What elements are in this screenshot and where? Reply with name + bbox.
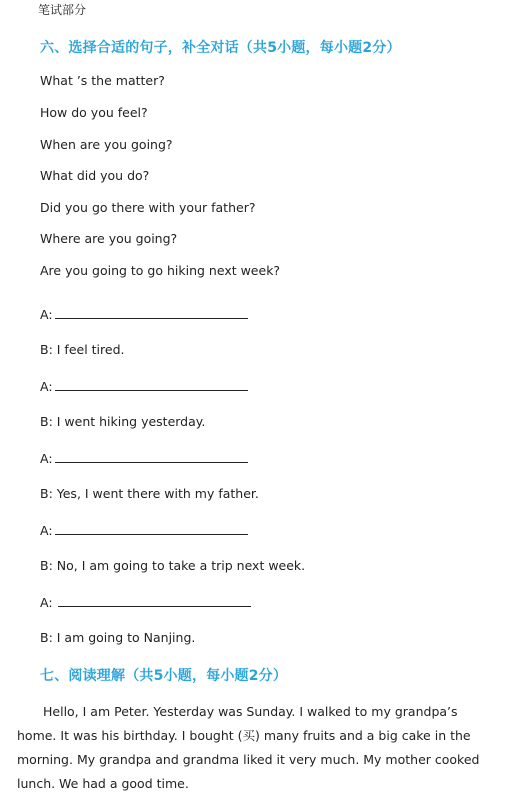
a-label: A: <box>40 595 53 610</box>
answer-blank-1[interactable] <box>55 306 248 319</box>
option-1: What ’s the matter? <box>40 73 165 88</box>
answer-blank-5[interactable] <box>58 594 251 607</box>
reading-passage: Hello, I am Peter. Yesterday was Sunday. I walked to my grandpa’s home. It was his birthday. I bought (买) many fruits and a big cake in the morning. My grandpa and grandma liked it very much. My mother cooked lunch. We had a good time. <box>17 704 480 791</box>
dialog-a-line-2 <box>40 378 248 394</box>
option-6: Where are you going? <box>40 231 178 246</box>
section-6-heading: 六、选择合适的句子，补全对话（共5小题，每小题2分） <box>40 40 401 56</box>
written-part-label: 笔试部分 <box>38 3 87 17</box>
a-label: A: <box>40 451 53 466</box>
dialog-b-line-4: B: No, I am going to take a trip next week. <box>40 558 306 573</box>
answer-blank-4[interactable] <box>55 522 248 535</box>
option-7: Are you going to go hiking next week? <box>40 263 281 278</box>
a-label: A: <box>40 523 53 538</box>
option-3: When are you going? <box>40 137 173 152</box>
answer-blank-2[interactable] <box>55 378 248 391</box>
a-label: A: <box>40 307 53 322</box>
section-7-heading: 七、阅读理解（共5小题，每小题2分） <box>40 668 288 684</box>
a-label: A: <box>40 379 53 394</box>
option-5: Did you go there with your father? <box>40 200 256 215</box>
dialog-b-line-3: B: Yes, I went there with my father. <box>40 486 259 501</box>
dialog-b-line-5: B: I am going to Nanjing. <box>40 630 196 645</box>
dialog-a-line-4 <box>40 522 248 538</box>
option-2: How do you feel? <box>40 105 148 120</box>
dialog-a-line-1 <box>40 306 248 322</box>
dialog-a-line-5 <box>40 594 251 610</box>
dialog-b-line-1: B: I feel tired. <box>40 342 125 357</box>
dialog-b-line-2: B: I went hiking yesterday. <box>40 414 206 429</box>
option-4: What did you do? <box>40 168 150 183</box>
dialog-a-line-3 <box>40 450 248 466</box>
answer-blank-3[interactable] <box>55 450 248 463</box>
